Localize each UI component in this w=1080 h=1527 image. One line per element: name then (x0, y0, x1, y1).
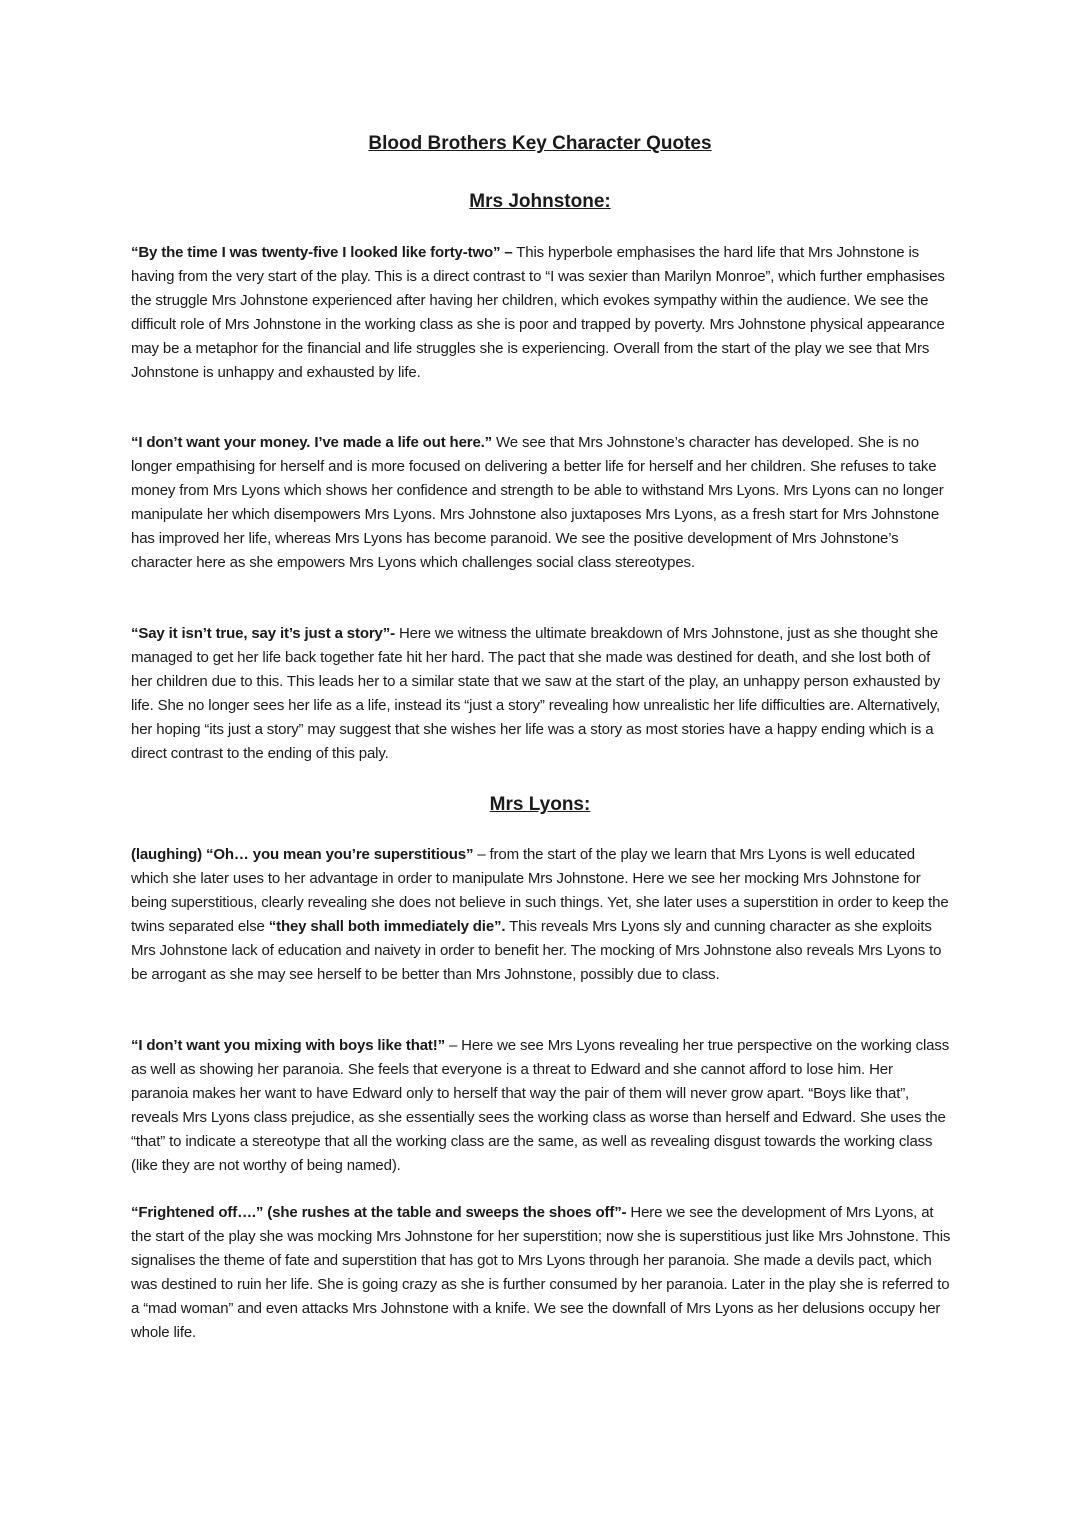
document-title: Blood Brothers Key Character Quotes (368, 133, 712, 154)
quote-inline: “they shall both immediately die”. (268, 917, 506, 935)
paragraph-johnstone-3 (131, 622, 951, 765)
quote: “Say it isn’t true, say it’s just a story”- (131, 625, 395, 642)
quote: “By the time I was twenty-five I looked like forty-two” – (131, 244, 513, 261)
quote: “Frightened off….” (she rushes at the table and sweeps the shoes off”- (131, 1204, 627, 1221)
analysis-text: Here we witness the ultimate breakdown of Mrs Johnstone, just as she thought she managed to get her life back together fate hit her hard. The pact that she made was destined for death, and she lost both of her children due to this. This leads her to a similar state that we saw at the start of the play, an unhappy person exhausted by life. She no longer sees her life as a life, instead its “just a story” revealing how unrealistic her life difficulties are. Alternatively, her hoping “its just a story” may suggest that she wishes her life was a story as most stories have a happy ending which is a direct contrast to the ending of this paly. (131, 625, 941, 762)
analysis-text: – Here we see Mrs Lyons revealing her true perspective on the working class as well as showing her paranoia. She feels that everyone is a threat to Edward and she cannot afford to lose him. Her paranoia makes her want to have Edward only to herself that way the pair of them will never grow apart. “Boys like that”, reveals Mrs Lyons class prejudice, as she essentially sees the working class as worse than herself and Edward. She uses the “that” to indicate a stereotype that all the working class are the same, as well as revealing disgust towards the working class (like they are not worthy of being named). (131, 1037, 950, 1174)
analysis-text: Here we see the development of Mrs Lyons, at the start of the play she was mocking Mrs Johnstone for her superstition; now she is superstitious just like Mrs Johnstone. This signalises the theme of fate and superstition that has got to Mrs Lyons through her paranoia. She made a devils pact, which was destined to ruin her life. She is going crazy as she is further consumed by her paranoia. Later in the play she is referred to a “mad woman” and even attacks Mrs Johnstone with a knife. We see the downfall of Mrs Lyons as her delusions occupy her whole life. (131, 1204, 951, 1341)
section-heading-mrs-lyons: Mrs Lyons: (489, 794, 591, 815)
analysis-text-continued: This reveals Mrs Lyons sly and cunning character as she exploits Mrs Johnstone lack of education and naivety in order to benefit her. The mocking of Mrs Johnstone also reveals Mrs Lyons to be arrogant as she may see herself to be better than Mrs Johnstone, possibly due to class. (131, 917, 942, 983)
paragraph-lyons-2 (131, 1034, 951, 1177)
paragraph-johnstone-2 (131, 431, 951, 574)
paragraph-lyons-1 (131, 843, 951, 986)
analysis-text: This hyperbole emphasises the hard life that Mrs Johnstone is having from the very start of the play. This is a direct contrast to “I was sexier than Marilyn Monroe”, which further emphasises the struggle Mrs Johnstone experienced after having her children, which evokes sympathy within the audience. We see the difficult role of Mrs Johnstone in the working class as she is poor and trapped by poverty. Mrs Johnstone physical appearance may be a metaphor for the financial and life struggles she is experiencing. Overall from the start of the play we see that Mrs Johnstone is unhappy and exhausted by life. (131, 244, 945, 381)
quote: (laughing) “Oh… you mean you’re superstitious” (131, 846, 474, 863)
paragraph-johnstone-1 (131, 241, 951, 384)
quote: “I don’t want you mixing with boys like that!” (131, 1037, 445, 1054)
paragraph-lyons-3 (131, 1201, 951, 1344)
quote: “I don’t want your money. I’ve made a life out here.” (131, 434, 493, 451)
section-heading-mrs-johnstone: Mrs Johnstone: (469, 191, 611, 212)
analysis-text: We see that Mrs Johnstone’s character has developed. She is no longer empathising for herself and is more focused on delivering a better life for herself and her children. She refuses to take money from Mrs Lyons which shows her confidence and strength to be able to withstand Mrs Lyons. Mrs Lyons can no longer manipulate her which disempowers Mrs Lyons. Mrs Johnstone also juxtaposes Mrs Lyons, as a fresh start for Mrs Johnstone has improved her life, whereas Mrs Lyons has become paranoid. We see the positive development of Mrs Johnstone’s character here as she empowers Mrs Lyons which challenges social class stereotypes. (131, 434, 944, 571)
analysis-text: – from the start of the play we learn that Mrs Lyons is well educated which she later uses to her advantage in order to manipulate Mrs Johnstone. Here we see her mocking Mrs Johnstone for being superstitious, clearly revealing she does not believe in such things. Yet, she later uses a superstition in order to keep the twins separated else (131, 846, 949, 935)
